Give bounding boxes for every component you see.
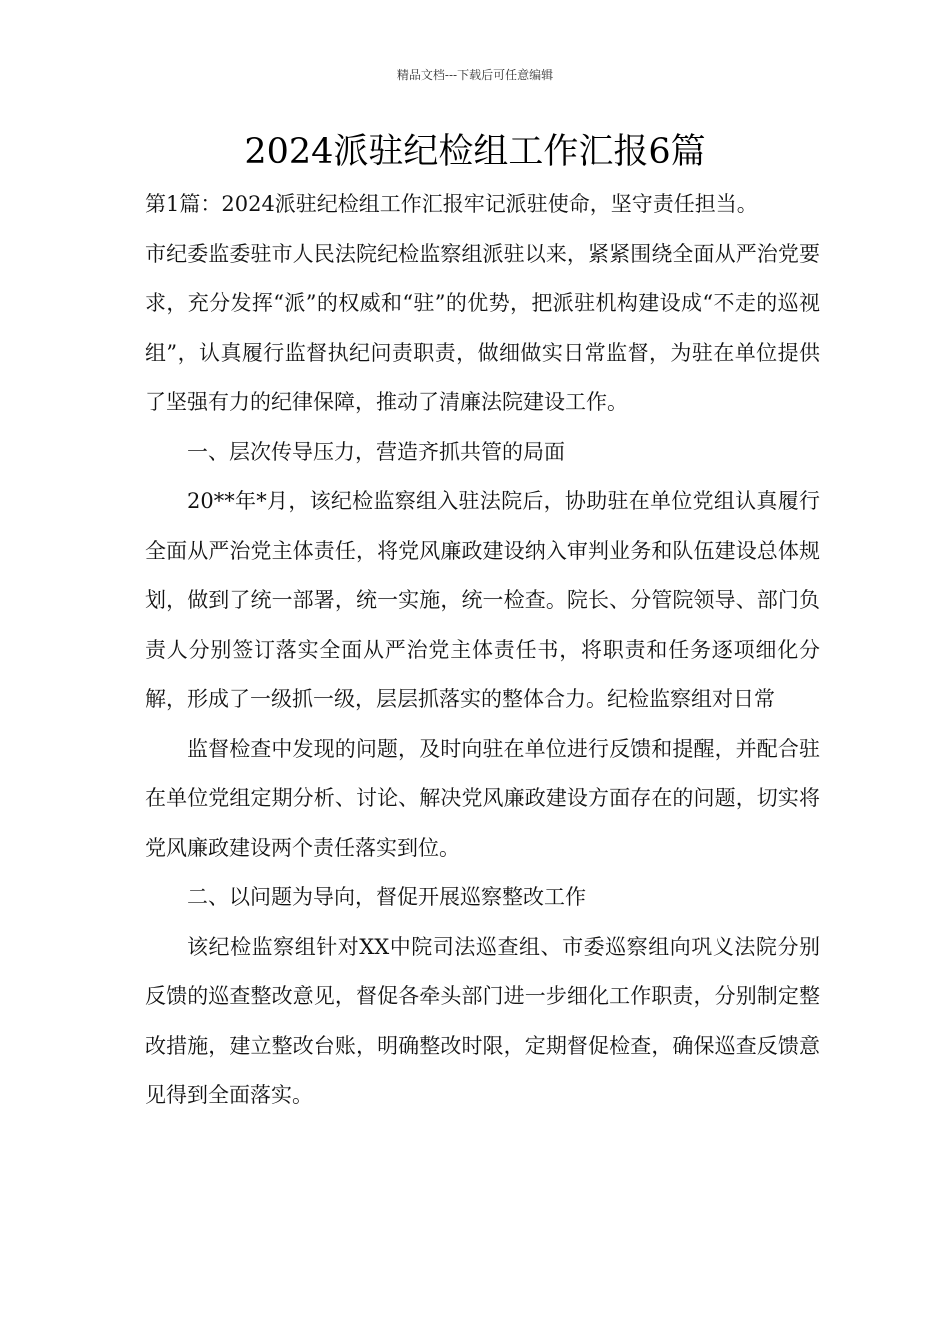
section-heading-2: 二、以问题为导向，督促开展巡察整改工作 — [187, 885, 586, 909]
paragraph-intro: 市纪委监委驻市人民法院纪检监察组派驻以来，紧紧围绕全面从严治党要求，充分发挥“派”的权威和“驻”的优势，把派驻机构建设成“不走的巡视组”，认真履行监督执纪问责职责，做细做实日常监督，为驻在单位提供了坚强有力的纪律保障，推动了清廉法院建设工作。 — [145, 241, 820, 414]
paragraph-section-1-b: 监督检查中发现的问题，及时向驻在单位进行反馈和提醒，并配合驻在单位党组定期分析、讨论、解决党风廉政建设方面存在的问题，切实将党风廉政建设两个责任落实到位。 — [145, 736, 820, 860]
section-heading-1: 一、层次传导压力，营造齐抓共管的局面 — [187, 439, 565, 464]
document-title: 2024派驻纪检组工作汇报6篇 — [244, 132, 706, 172]
article-first-line: 第1篇：2024派驻纪检组工作汇报牢记派驻使命，坚守责任担当。 — [145, 192, 758, 216]
paragraph-section-1-a: 20**年*月，该纪检监察组入驻法院后，协助驻在单位党组认真履行全面从严治党主体责任，将党风廉政建设纳入审判业务和队伍建设总体规划，做到了统一部署，统一实施，统一检查。院长、分管院领导、部门负责人分别签订落实全面从严治党主体责任书，将职责和任务逐项细化分解，形成了一级抓一级，层层抓落实的整体合力。纪检监察组对日常 — [145, 489, 820, 711]
paragraph-section-2-a: 该纪检监察组针对XX中院司法巡查组、市委巡察组向巩义法院分别反馈的巡查整改意见，督促各牵头部门进一步细化工作职责，分别制定整改措施，建立整改台账，明确整改时限，定期督促检查，确保巡查反馈意见得到全面落实。 — [145, 934, 820, 1107]
document-body — [145, 180, 820, 1121]
page-header-note: 精品文档---下载后可任意编辑 — [396, 68, 554, 82]
